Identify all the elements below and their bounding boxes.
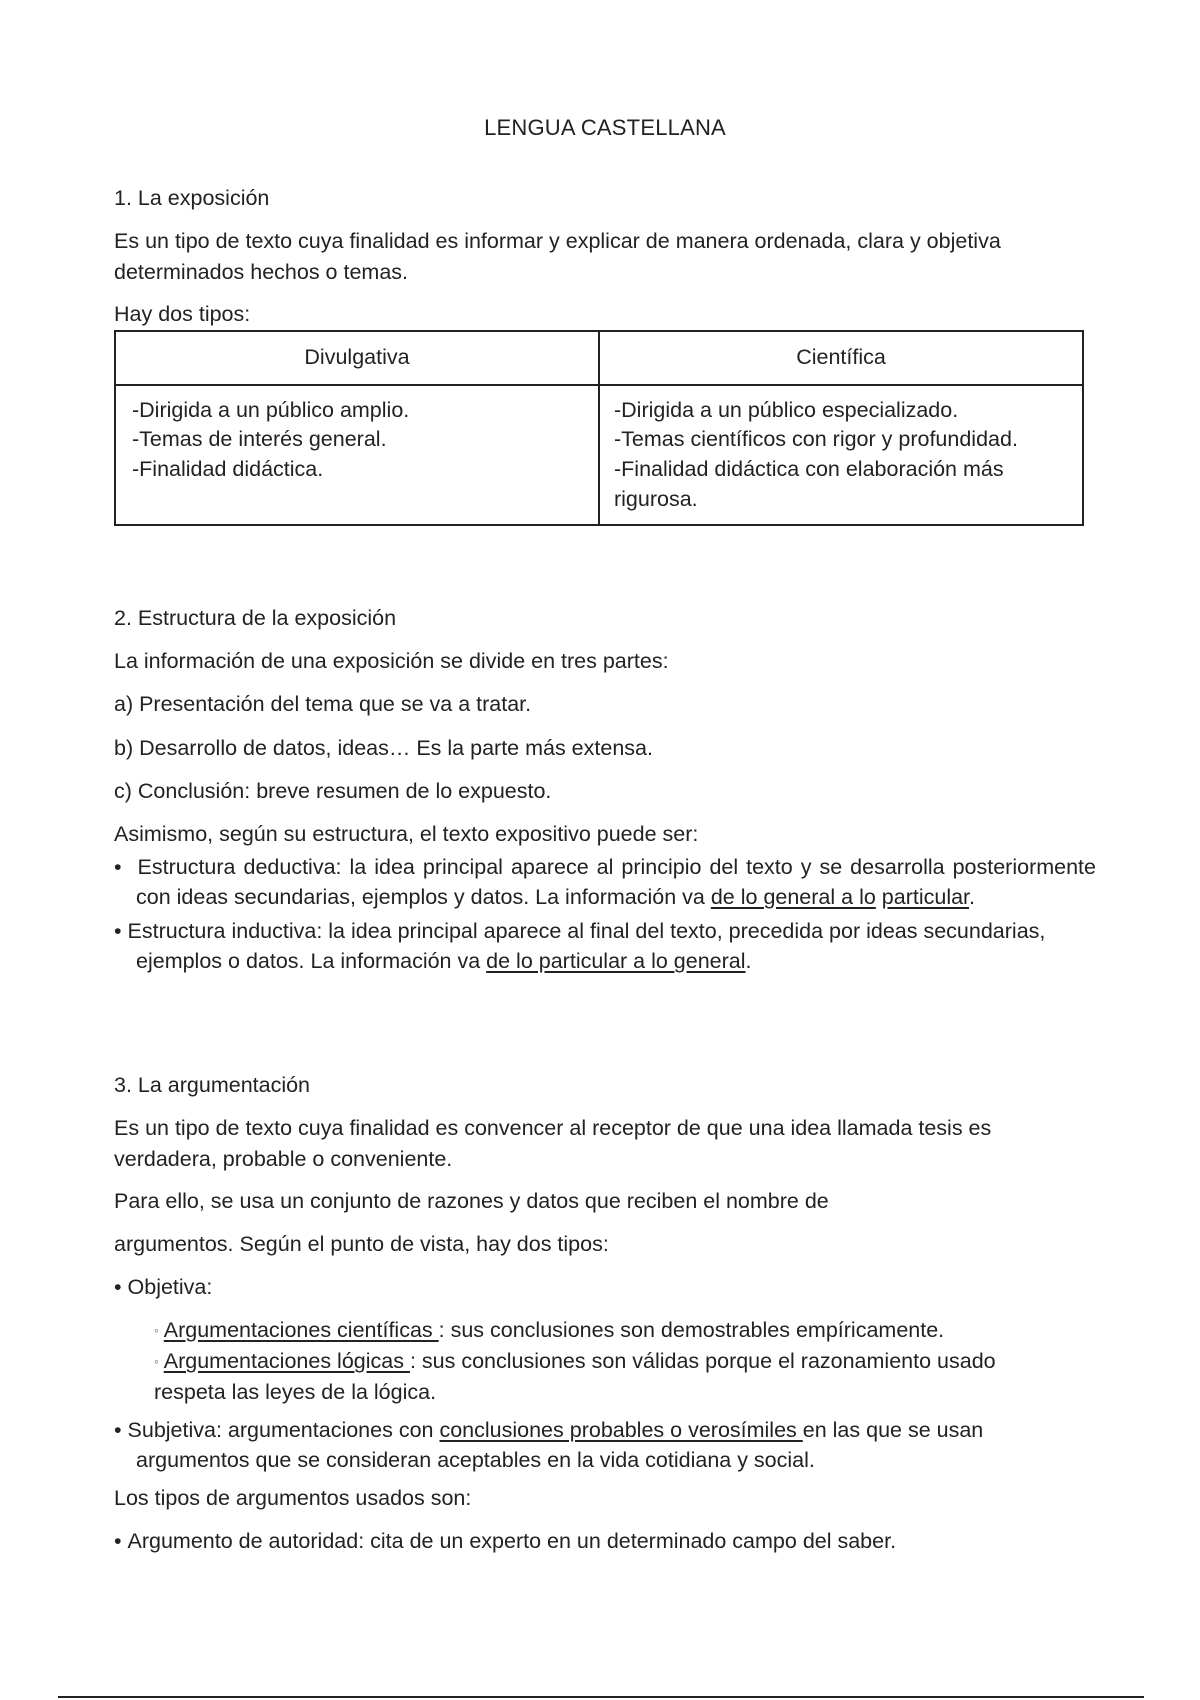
bullet: • bbox=[114, 1528, 122, 1553]
cell-line: -Temas de interés general. bbox=[132, 427, 387, 452]
table-header: Científica bbox=[599, 331, 1083, 385]
table-header: Divulgativa bbox=[115, 331, 599, 385]
list-item: • Subjetiva: argumentaciones con conclusiones probables o verosímiles en las que se usan argumentos que se consideran aceptables en la vida cotidiana y social. bbox=[114, 1417, 984, 1472]
section-paragraph: Para ello, se usa un conjunto de razones y datos que reciben el nombre de bbox=[114, 1188, 829, 1213]
section-heading: 2. Estructura de la exposición bbox=[114, 606, 397, 630]
cell-line: -Temas científicos con rigor y profundidad. bbox=[614, 427, 1018, 452]
section-estructura bbox=[114, 603, 1096, 976]
cell-line: -Finalidad didáctica con elaboración más rigurosa. bbox=[614, 457, 1004, 511]
sub-list-item: ◦ Argumentaciones lógicas : sus conclusiones son válidas porque el razonamiento usado respeta las leyes de la lógica. bbox=[154, 1349, 996, 1405]
section-argumentacion bbox=[114, 1070, 1096, 1557]
cell-line: -Dirigida a un público amplio. bbox=[132, 397, 410, 422]
section-heading: 3. La argumentación bbox=[114, 1073, 311, 1097]
bullet: • bbox=[114, 1417, 122, 1442]
section-paragraph: argumentos. Según el punto de vista, hay dos tipos: bbox=[114, 1231, 609, 1256]
bullet: • bbox=[114, 1274, 122, 1299]
page-title: LENGUA CASTELLANA bbox=[484, 115, 726, 140]
list-item: • Objetiva: bbox=[114, 1274, 213, 1299]
types-label: Hay dos tipos: bbox=[114, 301, 251, 326]
section-paragraph: Es un tipo de texto cuya finalidad es informar y explicar de manera ordenada, clara y objetiva determinados hechos o temas. bbox=[114, 229, 1001, 285]
objective-sublist bbox=[154, 1315, 1054, 1409]
bullet: • bbox=[114, 919, 122, 944]
table-cell bbox=[599, 385, 1083, 526]
list-item: • Argumento de autoridad: cita de un experto en un determinado campo del saber. bbox=[114, 1528, 897, 1553]
list-item: a) Presentación del tema que se va a tratar. bbox=[114, 692, 532, 717]
subjective-list bbox=[114, 1415, 1096, 1475]
section-paragraph: Asimismo, según su estructura, el texto expositivo puede ser: bbox=[114, 821, 699, 846]
list-item: • Estructura inductiva: la idea principal aparece al final del texto, precedida por ideas secundarias, ejemplos o datos. La información va de lo particular a lo general. bbox=[114, 919, 1046, 974]
table-cell bbox=[115, 385, 599, 526]
list-item: b) Desarrollo de datos, ideas… Es la parte más extensa. bbox=[114, 735, 653, 760]
list-item: c) Conclusión: breve resumen de lo expuesto. bbox=[114, 778, 552, 803]
section-paragraph: Los tipos de argumentos usados son: bbox=[114, 1485, 472, 1510]
footer-divider bbox=[58, 1696, 1144, 1698]
section-paragraph: Es un tipo de texto cuya finalidad es convencer al receptor de que una idea llamada tesis es verdadera, probable o conveniente. bbox=[114, 1116, 992, 1172]
section-exposicion bbox=[114, 183, 1096, 526]
types-table bbox=[114, 330, 1084, 527]
structure-list bbox=[114, 852, 1096, 976]
section-heading: 1. La exposición bbox=[114, 186, 270, 210]
cell-line: -Dirigida a un público especializado. bbox=[614, 397, 959, 422]
list-item: • Estructura deductiva: la idea principal aparece al principio del texto y se desarrolla posteriormente con ideas secundarias, ejemplos y datos. La información va de lo general a lo particular. bbox=[114, 855, 1096, 910]
sub-bullet: ◦ bbox=[154, 1353, 159, 1370]
cell-line: -Finalidad didáctica. bbox=[132, 457, 324, 481]
sub-bullet: ◦ bbox=[154, 1322, 159, 1339]
sub-list-item: ◦ Argumentaciones científicas : sus conclusiones son demostrables empíricamente. bbox=[154, 1318, 945, 1343]
bullet: • bbox=[114, 855, 122, 880]
section-paragraph: La información de una exposición se divide en tres partes: bbox=[114, 649, 669, 674]
